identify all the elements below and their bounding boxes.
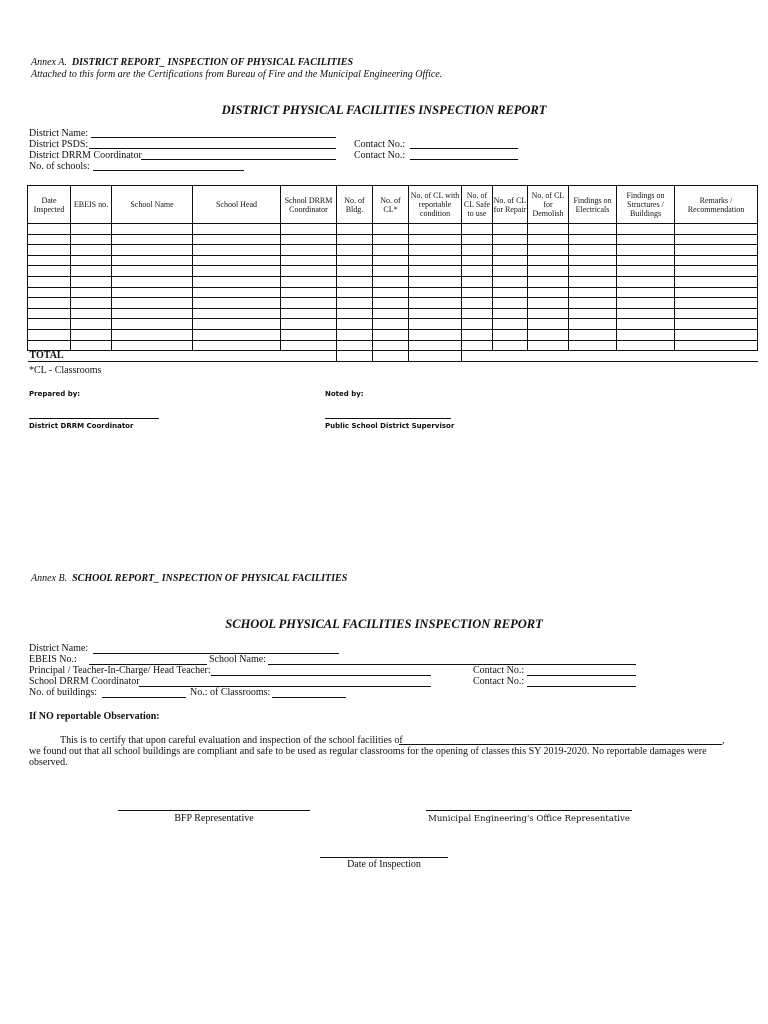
table-cell[interactable] xyxy=(569,224,617,235)
col-no-bldg: No. of Bldg. xyxy=(337,186,373,224)
table-cell[interactable] xyxy=(493,234,528,245)
table-cell[interactable] xyxy=(409,319,462,330)
table-cell[interactable] xyxy=(462,245,493,256)
table-cell[interactable] xyxy=(337,266,373,277)
table-row xyxy=(28,234,758,245)
table-cell[interactable] xyxy=(617,234,675,245)
table-cell[interactable] xyxy=(462,255,493,266)
table-cell[interactable] xyxy=(409,276,462,287)
table-cell[interactable] xyxy=(71,255,112,266)
table-cell[interactable] xyxy=(337,298,373,309)
table-row xyxy=(28,319,758,330)
table-cell[interactable] xyxy=(617,319,675,330)
table-cell[interactable] xyxy=(71,298,112,309)
col-school-head: School Head xyxy=(193,186,281,224)
noted-by-label: Noted by: xyxy=(325,390,364,398)
table-cell[interactable] xyxy=(193,245,281,256)
table-cell[interactable] xyxy=(409,340,462,351)
table-cell[interactable] xyxy=(617,329,675,340)
table-cell[interactable] xyxy=(528,298,569,309)
table-cell[interactable] xyxy=(373,234,409,245)
table-cell[interactable] xyxy=(373,298,409,309)
total-cell[interactable] xyxy=(493,351,528,362)
table-cell[interactable] xyxy=(281,234,337,245)
table-cell[interactable] xyxy=(569,245,617,256)
col-date-inspected: Date Inspected xyxy=(28,186,71,224)
total-cell[interactable] xyxy=(462,351,493,362)
table-cell[interactable] xyxy=(493,329,528,340)
table-cell[interactable] xyxy=(281,224,337,235)
col-cl-repair: No. of CL for Repair xyxy=(493,186,528,224)
table-cell[interactable] xyxy=(528,224,569,235)
total-cell[interactable] xyxy=(409,351,462,362)
noted-role: Public School District Supervisor xyxy=(325,422,455,430)
table-cell[interactable] xyxy=(337,319,373,330)
table-cell[interactable] xyxy=(409,245,462,256)
district-drrm-field[interactable] xyxy=(141,159,336,160)
table-cell[interactable] xyxy=(193,319,281,330)
table-cell[interactable] xyxy=(528,287,569,298)
table-cell[interactable] xyxy=(373,224,409,235)
table-cell[interactable] xyxy=(337,224,373,235)
district-psds-label: District PSDS: xyxy=(29,139,89,150)
table-cell[interactable] xyxy=(71,308,112,319)
table-cell[interactable] xyxy=(28,308,71,319)
table-cell[interactable] xyxy=(373,308,409,319)
school-contact1-field[interactable] xyxy=(527,675,636,676)
col-findings-electricals: Findings on Electricals xyxy=(569,186,617,224)
table-cell[interactable] xyxy=(462,329,493,340)
table-cell[interactable] xyxy=(409,266,462,277)
table-cell[interactable] xyxy=(28,255,71,266)
table-cell[interactable] xyxy=(675,276,758,287)
table-cell[interactable] xyxy=(462,276,493,287)
district-drrm-label: District DRRM Coordinator xyxy=(29,150,142,161)
table-cell[interactable] xyxy=(28,245,71,256)
table-cell[interactable] xyxy=(528,255,569,266)
table-cell[interactable] xyxy=(112,287,193,298)
table-cell[interactable] xyxy=(71,340,112,351)
table-row xyxy=(28,287,758,298)
certify-line-1: This is to certify that upon careful evaluation and inspection of the school facilities of xyxy=(60,735,403,746)
certify-line-3: observed. xyxy=(29,757,68,768)
table-cell[interactable] xyxy=(281,298,337,309)
table-cell[interactable] xyxy=(193,266,281,277)
table-cell[interactable] xyxy=(337,340,373,351)
classroom-footnote: *CL - Classrooms xyxy=(29,365,102,376)
table-cell[interactable] xyxy=(193,340,281,351)
table-cell[interactable] xyxy=(617,308,675,319)
district-contact1-field[interactable] xyxy=(410,148,518,149)
table-row xyxy=(28,266,758,277)
table-cell[interactable] xyxy=(409,234,462,245)
table-cell[interactable] xyxy=(493,276,528,287)
table-row xyxy=(28,224,758,235)
table-cell[interactable] xyxy=(373,255,409,266)
table-cell[interactable] xyxy=(409,308,462,319)
prepared-role: District DRRM Coordinator xyxy=(29,422,134,430)
district-name-label: District Name: xyxy=(29,128,89,139)
table-cell[interactable] xyxy=(112,340,193,351)
table-cell[interactable] xyxy=(28,224,71,235)
col-school-drrm: School DRRM Coordinator xyxy=(281,186,337,224)
table-cell[interactable] xyxy=(112,298,193,309)
table-cell[interactable] xyxy=(569,287,617,298)
table-cell[interactable] xyxy=(281,266,337,277)
school-contact2-field[interactable] xyxy=(527,686,636,687)
table-cell[interactable] xyxy=(112,245,193,256)
table-cell[interactable] xyxy=(337,276,373,287)
table-cell[interactable] xyxy=(569,234,617,245)
certify-comma: , xyxy=(722,735,725,746)
school-name-label: School Name: xyxy=(209,654,266,665)
table-cell[interactable] xyxy=(675,234,758,245)
table-total-row xyxy=(28,351,758,362)
table-cell[interactable] xyxy=(569,266,617,277)
table-row xyxy=(28,340,758,351)
table-cell[interactable] xyxy=(675,319,758,330)
prepared-by-signature-line[interactable] xyxy=(29,418,159,419)
no-schools-label: No. of schools: xyxy=(29,161,90,172)
table-cell[interactable] xyxy=(569,319,617,330)
table-cell[interactable] xyxy=(675,298,758,309)
date-inspection-label: Date of Inspection xyxy=(347,859,421,870)
school-drrm-field[interactable] xyxy=(139,686,431,687)
table-cell[interactable] xyxy=(528,319,569,330)
table-cell[interactable] xyxy=(71,329,112,340)
table-cell[interactable] xyxy=(528,308,569,319)
table-cell[interactable] xyxy=(617,340,675,351)
table-cell[interactable] xyxy=(617,266,675,277)
school-contact2-label: Contact No.: xyxy=(473,676,525,687)
table-cell[interactable] xyxy=(493,287,528,298)
district-inspection-table xyxy=(27,185,758,362)
no-buildings-field[interactable] xyxy=(102,697,186,698)
table-cell[interactable] xyxy=(462,287,493,298)
total-cell[interactable] xyxy=(528,351,569,362)
total-cell[interactable] xyxy=(337,351,373,362)
table-cell[interactable] xyxy=(373,266,409,277)
table-cell[interactable] xyxy=(373,287,409,298)
table-cell[interactable] xyxy=(281,319,337,330)
table-row xyxy=(28,276,758,287)
table-cell[interactable] xyxy=(462,298,493,309)
table-cell[interactable] xyxy=(281,276,337,287)
table-cell[interactable] xyxy=(112,329,193,340)
table-cell[interactable] xyxy=(528,234,569,245)
table-cell[interactable] xyxy=(337,245,373,256)
table-cell[interactable] xyxy=(617,276,675,287)
school-facilities-field[interactable] xyxy=(399,744,722,745)
table-header-row xyxy=(28,186,758,224)
table-cell[interactable] xyxy=(493,266,528,277)
principal-field[interactable] xyxy=(211,675,431,676)
table-cell[interactable] xyxy=(462,266,493,277)
table-cell[interactable] xyxy=(28,298,71,309)
table-cell[interactable] xyxy=(71,234,112,245)
certify-line-2: we found out that all school buildings are compliant and safe to be used as regular classrooms for the opening of classes this SY 2019-2020. No reportable damages were xyxy=(29,746,707,757)
table-cell[interactable] xyxy=(112,276,193,287)
prepared-by-label: Prepared by: xyxy=(29,390,81,398)
bfp-representative-label: BFP Representative xyxy=(174,813,254,824)
school-drrm-label: School DRRM Coordinator xyxy=(29,676,140,687)
table-cell[interactable] xyxy=(569,340,617,351)
table-cell[interactable] xyxy=(617,287,675,298)
table-cell[interactable] xyxy=(193,329,281,340)
annex-b-heading: Annex B. SCHOOL REPORT_ INSPECTION OF PHYSICAL FACILITIES xyxy=(31,573,348,584)
table-cell[interactable] xyxy=(71,287,112,298)
table-cell[interactable] xyxy=(71,224,112,235)
district-contact1-label: Contact No.: xyxy=(354,139,406,150)
principal-label: Principal / Teacher-In-Charge/ Head Teacher: xyxy=(29,665,211,676)
table-cell[interactable] xyxy=(71,266,112,277)
table-cell[interactable] xyxy=(675,287,758,298)
district-psds-field[interactable] xyxy=(89,148,336,149)
table-cell[interactable] xyxy=(462,308,493,319)
table-cell[interactable] xyxy=(675,266,758,277)
no-schools-field[interactable] xyxy=(93,170,244,171)
table-cell[interactable] xyxy=(493,340,528,351)
table-cell[interactable] xyxy=(373,340,409,351)
district-name-field[interactable] xyxy=(91,137,336,138)
table-cell[interactable] xyxy=(569,255,617,266)
date-inspection-line[interactable] xyxy=(320,857,448,858)
table-cell[interactable] xyxy=(528,329,569,340)
table-cell[interactable] xyxy=(112,255,193,266)
table-cell[interactable] xyxy=(675,308,758,319)
meo-signature-line[interactable] xyxy=(426,810,632,811)
table-cell[interactable] xyxy=(675,340,758,351)
table-cell[interactable] xyxy=(112,234,193,245)
table-cell[interactable] xyxy=(569,276,617,287)
table-cell[interactable] xyxy=(462,224,493,235)
table-cell[interactable] xyxy=(409,255,462,266)
table-cell[interactable] xyxy=(112,266,193,277)
noted-by-signature-line[interactable] xyxy=(325,418,451,419)
no-classrooms-label: No.: of Classrooms: xyxy=(190,687,271,698)
table-cell[interactable] xyxy=(617,224,675,235)
table-cell[interactable] xyxy=(462,319,493,330)
no-buildings-label: No. of buildings: xyxy=(29,687,98,698)
table-cell[interactable] xyxy=(528,276,569,287)
table-cell[interactable] xyxy=(493,319,528,330)
annex-a-attached-note: Attached to this form are the Certifications from Bureau of Fire and the Municipal Engineering Office. xyxy=(31,69,443,80)
table-cell[interactable] xyxy=(28,276,71,287)
table-cell[interactable] xyxy=(112,308,193,319)
table-cell[interactable] xyxy=(617,298,675,309)
table-cell[interactable] xyxy=(409,287,462,298)
col-school-name: School Name xyxy=(112,186,193,224)
table-cell[interactable] xyxy=(193,234,281,245)
table-cell[interactable] xyxy=(493,308,528,319)
table-cell[interactable] xyxy=(493,255,528,266)
total-cell[interactable] xyxy=(569,351,617,362)
table-cell[interactable] xyxy=(281,245,337,256)
table-cell[interactable] xyxy=(281,308,337,319)
table-cell[interactable] xyxy=(528,340,569,351)
district-report-title: DISTRICT PHYSICAL FACILITIES INSPECTION REPORT xyxy=(221,103,547,117)
table-cell[interactable] xyxy=(337,287,373,298)
school-report-title: SCHOOL PHYSICAL FACILITIES INSPECTION REPORT xyxy=(225,617,543,631)
table-cell[interactable] xyxy=(675,255,758,266)
col-no-cl: No. of CL* xyxy=(373,186,409,224)
table-cell[interactable] xyxy=(462,234,493,245)
table-cell[interactable] xyxy=(493,298,528,309)
table-cell[interactable] xyxy=(528,245,569,256)
col-cl-safe: No. of CL Safe to use xyxy=(462,186,493,224)
col-cl-reportable: No. of CL with reportable condition xyxy=(409,186,462,224)
col-ebeis-no: EBEIS no. xyxy=(71,186,112,224)
district-contact2-field[interactable] xyxy=(410,159,518,160)
meo-representative-label: Municipal Engineering's Office Representative xyxy=(428,814,630,824)
table-row xyxy=(28,255,758,266)
ebeis-label: EBEIS No.: xyxy=(29,654,77,665)
table-cell[interactable] xyxy=(193,276,281,287)
school-contact1-label: Contact No.: xyxy=(473,665,525,676)
table-cell[interactable] xyxy=(617,245,675,256)
table-cell[interactable] xyxy=(71,319,112,330)
table-cell[interactable] xyxy=(337,234,373,245)
total-cell[interactable] xyxy=(617,351,675,362)
table-cell[interactable] xyxy=(28,287,71,298)
table-cell[interactable] xyxy=(71,276,112,287)
table-cell[interactable] xyxy=(193,298,281,309)
table-row xyxy=(28,245,758,256)
table-cell[interactable] xyxy=(409,298,462,309)
table-cell[interactable] xyxy=(28,319,71,330)
table-cell[interactable] xyxy=(193,308,281,319)
table-cell[interactable] xyxy=(281,340,337,351)
table-cell[interactable] xyxy=(337,308,373,319)
table-cell[interactable] xyxy=(373,276,409,287)
table-cell[interactable] xyxy=(112,319,193,330)
table-cell[interactable] xyxy=(193,224,281,235)
table-cell[interactable] xyxy=(193,255,281,266)
annex-a-heading: Annex A. DISTRICT REPORT_ INSPECTION OF PHYSICAL FACILITIES xyxy=(31,57,354,68)
table-cell[interactable] xyxy=(373,319,409,330)
table-cell[interactable] xyxy=(675,329,758,340)
table-cell[interactable] xyxy=(28,340,71,351)
table-row xyxy=(28,298,758,309)
col-cl-demolish: No. of CL for Demolish xyxy=(528,186,569,224)
table-cell[interactable] xyxy=(373,329,409,340)
table-cell[interactable] xyxy=(569,298,617,309)
no-classrooms-field[interactable] xyxy=(272,697,346,698)
total-cell[interactable] xyxy=(675,351,758,362)
table-row xyxy=(28,308,758,319)
school-name-field[interactable] xyxy=(268,664,636,665)
table-cell[interactable] xyxy=(569,308,617,319)
table-cell[interactable] xyxy=(281,329,337,340)
table-row xyxy=(28,329,758,340)
table-cell[interactable] xyxy=(462,340,493,351)
table-cell[interactable] xyxy=(337,255,373,266)
district-contact2-label: Contact No.: xyxy=(354,150,406,161)
table-cell[interactable] xyxy=(569,329,617,340)
table-cell[interactable] xyxy=(409,329,462,340)
table-cell[interactable] xyxy=(493,224,528,235)
bfp-signature-line[interactable] xyxy=(118,810,310,811)
table-cell[interactable] xyxy=(71,245,112,256)
table-cell[interactable] xyxy=(493,245,528,256)
table-cell[interactable] xyxy=(28,266,71,277)
table-cell[interactable] xyxy=(409,224,462,235)
table-cell[interactable] xyxy=(28,234,71,245)
table-cell[interactable] xyxy=(528,266,569,277)
table-cell[interactable] xyxy=(373,245,409,256)
annex-a-title: DISTRICT REPORT_ INSPECTION OF PHYSICAL FACILITIES xyxy=(71,57,354,68)
total-label: TOTAL xyxy=(28,351,337,362)
col-remarks: Remarks / Recommendation xyxy=(675,186,758,224)
table-cell[interactable] xyxy=(281,255,337,266)
school-district-name-label: District Name: xyxy=(29,643,89,654)
table-cell[interactable] xyxy=(675,224,758,235)
annex-b-title: SCHOOL REPORT_ INSPECTION OF PHYSICAL FACILITIES xyxy=(72,573,348,584)
table-cell[interactable] xyxy=(281,287,337,298)
no-observation-heading: If NO reportable Observation: xyxy=(29,711,160,722)
table-cell[interactable] xyxy=(193,287,281,298)
col-findings-structures: Findings on Structures / Buildings xyxy=(617,186,675,224)
table-cell[interactable] xyxy=(617,255,675,266)
table-cell[interactable] xyxy=(337,329,373,340)
table-cell[interactable] xyxy=(112,224,193,235)
total-cell[interactable] xyxy=(373,351,409,362)
table-cell[interactable] xyxy=(28,329,71,340)
table-cell[interactable] xyxy=(675,245,758,256)
